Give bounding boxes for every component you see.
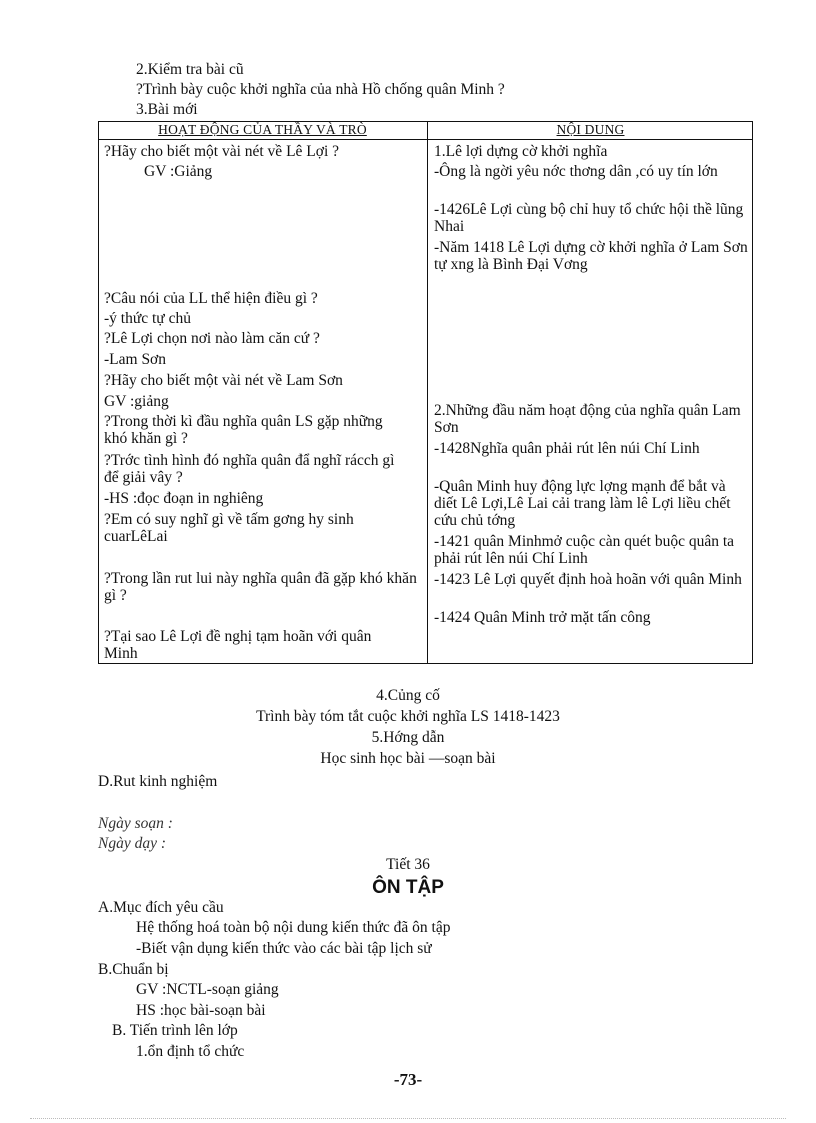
table-header-divider <box>98 139 753 140</box>
table-header-activities: HOẠT ĐỘNG CỦA THẦY VÀ TRÒ <box>158 122 367 137</box>
summary-line: Trình bày tóm tắt cuộc khởi nghĩa LS 1418-1423 <box>256 708 560 725</box>
lesson-number: Tiết 36 <box>386 856 430 873</box>
table-right-item: -1421 quân Minhmở cuộc càn quét buộc quân ta phải rút lên núi Chí Linh <box>434 533 735 567</box>
table-right-item: -Năm 1418 Lê Lợi dựng cờ khởi nghĩa ở Lam Sơn tự xng là Bình Đại Vơng <box>434 239 748 273</box>
section-b-item-1: GV :NCTL-soạn giảng <box>136 981 279 998</box>
table-left-item: ?Trớc tình hình đó nghĩa quân đẩ nghĩ rácch gì để giải vây ? <box>104 452 395 486</box>
table-left-item: ?Hãy cho biết một vài nét về Lam Sơn <box>104 372 343 389</box>
table-left-item: ?Hãy cho biết một vài nét về Lê Lợi ? <box>104 143 340 160</box>
section-c-item-1: 1.ổn định tổ chức <box>136 1043 245 1060</box>
table-left-item: GV :giảng <box>104 393 169 410</box>
section-c-heading: B. Tiến trình lên lớp <box>112 1022 238 1039</box>
section-b-heading: B.Chuẩn bị <box>98 961 169 978</box>
section-huong-dan: 5.Hớng dẫn <box>371 729 445 746</box>
section-a-item-2: -Biết vận dụng kiến thức vào các bài tập lịch sử <box>136 940 432 957</box>
table-right-item: -1426Lê Lợi cùng bộ chỉ huy tổ chức hội thề lũng Nhai <box>434 201 744 235</box>
section-a-heading: A.Mục đích yêu cầu <box>98 899 224 916</box>
table-right-item: 1.Lê lợi dựng cờ khởi nghĩa <box>434 143 608 160</box>
prep-date-label: Ngày soạn : <box>98 815 173 832</box>
table-left-item: ?Lê Lợi chọn nơi nào làm căn cứ ? <box>104 330 320 347</box>
table-left-item: GV :Giảng <box>144 163 213 180</box>
intro-line-2: ?Trình bày cuộc khởi nghĩa của nhà Hồ chống quân Minh ? <box>136 81 505 98</box>
homework-line: Học sinh học bài —soạn bài <box>320 750 496 767</box>
section-b-item-2: HS :học bài-soạn bài <box>136 1002 266 1019</box>
table-right-item: -1424 Quân Minh trở mặt tấn công <box>434 609 651 626</box>
table-right-item: -1423 Lê Lợi quyết định hoà hoãn với quân Minh <box>434 571 742 588</box>
table-left-item: -Lam Sơn <box>104 351 167 368</box>
table-left-item: ?Tại sao Lê Lợi đề nghị tạm hoãn với quân Minh <box>104 628 372 662</box>
lesson-title: ÔN TẬP <box>372 877 444 898</box>
section-a-item-1: Hệ thống hoá toàn bộ nội dung kiến thức đã ôn tập <box>136 919 451 936</box>
table-left-item: ?Trong lần rut lui này nghĩa quân đã gặp khó khăn gì ? <box>104 570 417 604</box>
section-rut-kinh-nghiem: D.Rut kinh nghiệm <box>98 773 218 790</box>
table-right-item: -Quân Minh huy động lực lợng mạnh để bắt và diết Lê Lợi,Lê Lai cải trang làm lê Lợi liều chết cứu chủ tớng <box>434 478 731 529</box>
table-column-divider <box>427 121 428 664</box>
table-left-item: -HS :đọc đoạn in nghiêng <box>104 490 264 507</box>
table-header-content: NỘI DUNG <box>556 122 625 137</box>
table-left-item: -ý thức tự chủ <box>104 310 191 327</box>
teach-date-label: Ngày dạy : <box>98 835 167 852</box>
intro-line-3: 3.Bài mới <box>136 101 198 118</box>
page-number: -73- <box>393 1070 423 1089</box>
table-right-item: -1428Nghĩa quân phải rút lên núi Chí Linh <box>434 440 700 457</box>
intro-line-1: 2.Kiểm tra bài cũ <box>136 61 244 78</box>
table-left-item: ?Câu nói của LL thể hiện điều gì ? <box>104 290 318 307</box>
table-left-item: ?Trong thời kì đầu nghĩa quân LS gặp những khó khăn gì ? <box>104 413 383 447</box>
table-right-item: 2.Những đầu năm hoạt động của nghĩa quân Lam Sơn <box>434 402 741 436</box>
table-left-item: ?Em có suy nghĩ gì về tấm gơng hy sinh cuarLêLai <box>104 511 354 545</box>
section-cung-co: 4.Củng cố <box>376 687 440 704</box>
table-right-item: -Ông là ngời yêu nớc thơng dân ,có uy tín lớn <box>434 163 718 180</box>
page-bottom-divider <box>30 1118 786 1120</box>
